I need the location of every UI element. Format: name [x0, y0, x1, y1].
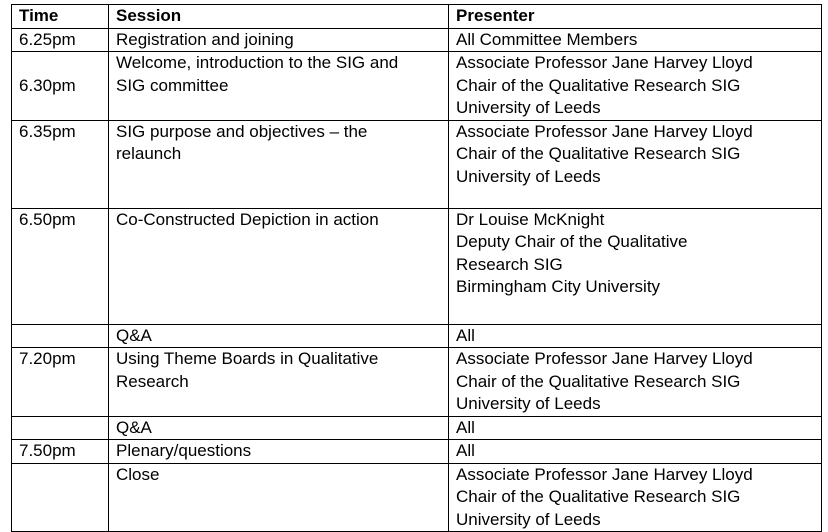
presenter-cell: [449, 324, 822, 348]
agenda-table: [11, 4, 822, 532]
session-cell: [109, 324, 449, 348]
session-cell: [109, 440, 449, 464]
session-cell: [109, 208, 449, 324]
time-cell: 6.30pm: [12, 52, 109, 121]
session-line: SIG committee: [116, 75, 229, 95]
session-line: Research: [116, 371, 189, 391]
table-row: [12, 208, 822, 324]
presenter-cell: [449, 208, 822, 324]
presenter-line: Birmingham City University: [456, 277, 661, 296]
presenter-cell: [449, 120, 822, 208]
presenter-line: University of Leeds: [456, 394, 601, 413]
session-line: Welcome, introduction to the SIG and: [116, 53, 399, 72]
time-header: Time: [12, 5, 109, 29]
session-cell: [109, 52, 449, 121]
presenter-line: All: [456, 325, 475, 345]
presenter-line: Chair of the Qualitative Research SIG: [456, 487, 741, 506]
presenter-cell: [449, 416, 822, 440]
presenter-cell: [449, 28, 822, 52]
time-cell: 6.25pm: [12, 28, 109, 52]
time-cell: [12, 416, 109, 440]
session-line: relaunch: [116, 144, 182, 163]
presenter-line: Dr Louise McKnight: [456, 209, 605, 229]
presenter-cell: [449, 440, 822, 464]
time-cell: 7.50pm: [12, 440, 109, 464]
time-cell: [12, 324, 109, 348]
presenter-line: University of Leeds: [456, 509, 601, 529]
presenter-line: Associate Professor Jane Harvey Lloyd: [456, 53, 753, 72]
table-row: [12, 324, 822, 348]
table-row: [12, 348, 822, 417]
time-cell: [12, 463, 109, 532]
presenter-line: Chair of the Qualitative Research SIG: [456, 144, 741, 163]
presenter-line: Associate Professor Jane Harvey Lloyd: [456, 121, 753, 141]
table-row: [12, 120, 822, 208]
session-line: SIG purpose and objectives – the: [116, 121, 368, 141]
session-cell: [109, 28, 449, 52]
header-row: [12, 5, 822, 29]
presenter-line: Chair of the Qualitative Research SIG: [456, 75, 741, 95]
time-cell: 6.50pm: [12, 208, 109, 324]
session-line: Plenary/questions: [116, 441, 252, 460]
presenter-line: Chair of the Qualitative Research SIG: [456, 371, 741, 391]
presenter-line: University of Leeds: [456, 98, 601, 117]
session-line: Registration and joining: [116, 29, 294, 49]
presenter-line: All Committee Members: [456, 29, 638, 49]
presenter-line: Deputy Chair of the Qualitative: [456, 232, 688, 251]
presenter-header: Presenter: [449, 5, 822, 29]
session-cell: [109, 348, 449, 417]
presenter-line: All: [456, 441, 475, 460]
presenter-line: Associate Professor Jane Harvey Lloyd: [456, 464, 753, 484]
session-line: Q&A: [116, 325, 152, 345]
table-row: [12, 28, 822, 52]
table-row: [12, 52, 822, 121]
presenter-line: Associate Professor Jane Harvey Lloyd: [456, 349, 753, 368]
session-cell: [109, 416, 449, 440]
presenter-line: Research SIG: [456, 254, 563, 274]
session-line: Using Theme Boards in Qualitative: [116, 349, 379, 368]
time-cell: 6.35pm: [12, 120, 109, 208]
presenter-cell: [449, 463, 822, 532]
presenter-line: University of Leeds: [456, 166, 601, 186]
session-cell: [109, 463, 449, 532]
time-cell: 7.20pm: [12, 348, 109, 417]
session-header: Session: [109, 5, 449, 29]
session-line: Close: [116, 464, 160, 484]
table-row: [12, 416, 822, 440]
session-line: Q&A: [116, 417, 152, 437]
session-line: Co-Constructed Depiction in action: [116, 209, 379, 229]
presenter-cell: [449, 348, 822, 417]
table-row: [12, 463, 822, 532]
presenter-line: All: [456, 417, 475, 437]
table-row: [12, 440, 822, 464]
session-cell: [109, 120, 449, 208]
presenter-cell: [449, 52, 822, 121]
